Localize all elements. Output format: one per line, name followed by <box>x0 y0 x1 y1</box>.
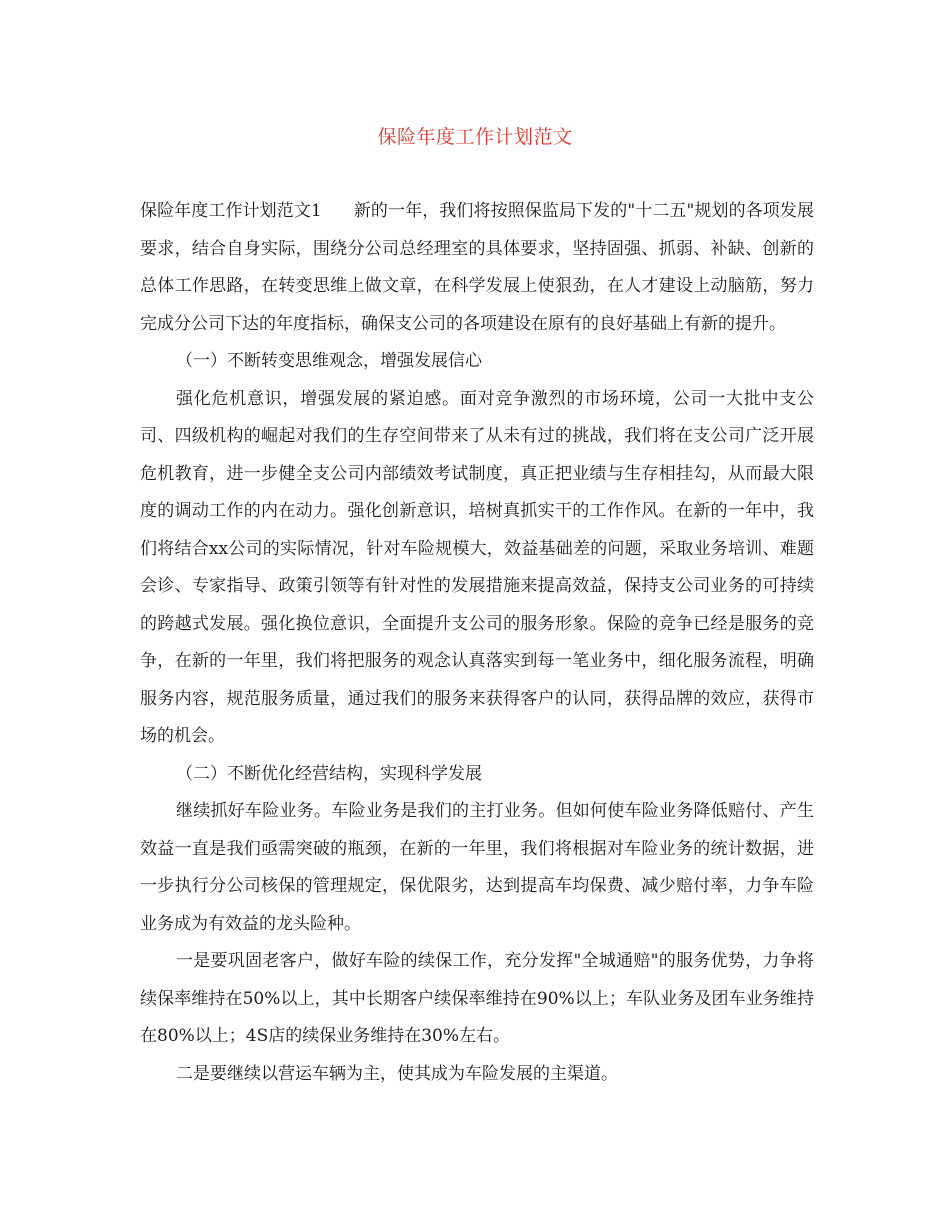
intro-paragraph <box>140 193 814 343</box>
section-1-paragraph: 强化危机意识，增强发展的紧迫感。面对竞争激烈的市场环境，公司一大批中支公司、四级机构的崛起对我们的生存空间带来了从未有过的挑战，我们将在支公司广泛开展危机教育，进一步健全支公司内部绩效考试制度，真正把业绩与生存相挂勾，从而最大限度的调动工作的内在动力。强化创新意识，培树真抓实干的工作作风。在新的一年中，我们将结合xx公司的实际情况，针对车险规模大，效益基础差的问题，采取业务培训、难题会诊、专家指导、政策引领等有针对性的发展措施来提高效益，保持支公司业务的可持续的跨越式发展。强化换位意识，全面提升支公司的服务形象。保险的竞争已经是服务的竞争，在新的一年里，我们将把服务的观念认真落实到每一笔业务中，细化服务流程，明确服务内容，规范服务质量，通过我们的服务来获得客户的认同，获得品牌的效应，获得市场的机会。 <box>140 388 814 746</box>
section-2-paragraph-1: 继续抓好车险业务。车险业务是我们的主打业务。但如何使车险业务降低赔付、产生效益一直是我们亟需突破的瓶颈，在新的一年里，我们将根据对车险业务的统计数据，进一步执行分公司核保的管理规定，保优限劣，达到提高车均保费、减少赔付率，力争车险业务成为有效益的龙头险种。 <box>140 801 814 934</box>
section-2-paragraph-3: 二是要继续以营运车辆为主，使其成为车险发展的主渠道。 <box>176 1063 618 1084</box>
section-1-heading: （一）不断转变思维观念，增强发展信心 <box>176 351 482 371</box>
intro-text: 新的一年，我们将按照保监局下发的"十二五"规划的各项发展要求，结合自身实际，围绕分公司总经理室的具体要求，坚持固强、抓弱、补缺、创新的总体工作思路，在转变思维上做文章，在科学发展上使狠劲，在人才建设上动脑筋，努力完成分公司下达的年度指标，确保支公司的各项建设在原有的良好基础上有新的提升。 <box>140 201 814 334</box>
intro-label: 保险年度工作计划范文1 <box>140 201 322 221</box>
document-title: 保险年度工作计划范文 <box>377 126 573 148</box>
section-2-paragraph-2: 一是要巩固老客户，做好车险的续保工作，充分发挥"全城通赔"的服务优势，力争将续保率维持在50%以上，其中长期客户续保率维持在90%以上；车队业务及团车业务维持在80%以上；4S店的续保业务维持在30%左右。 <box>140 951 814 1046</box>
section-2-heading: （二）不断优化经营结构，实现科学发展 <box>176 763 482 784</box>
document-body <box>140 193 814 1093</box>
